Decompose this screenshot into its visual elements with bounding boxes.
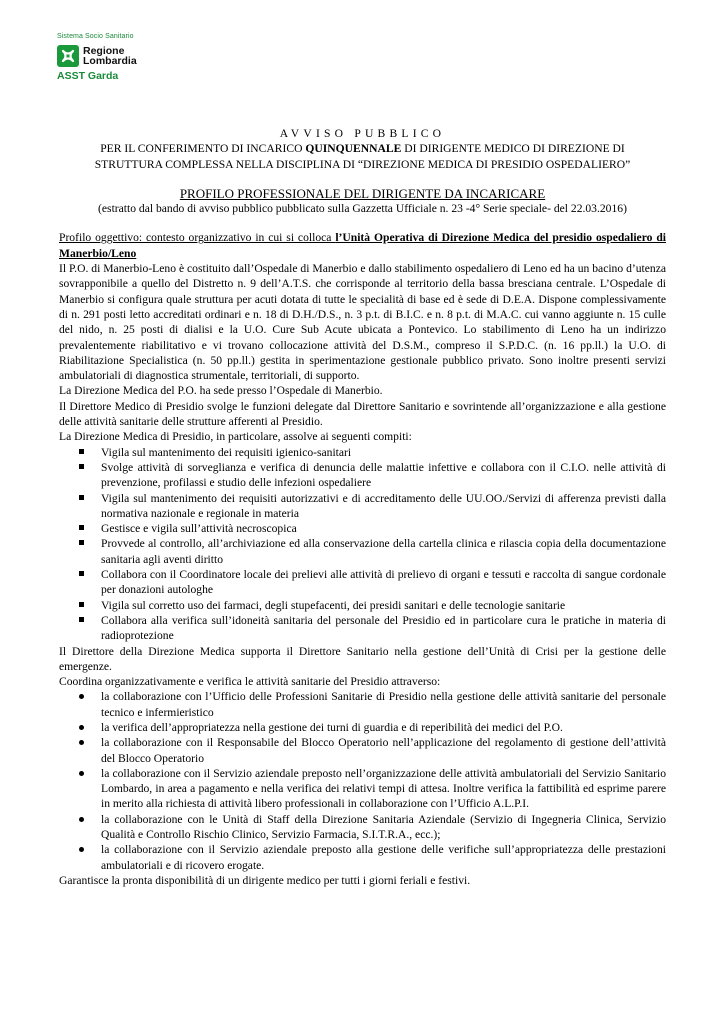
square-bullet-icon <box>79 449 84 454</box>
list-item: la collaborazione con il Responsabile del Blocco Operatorio nell’applicazione del regolamento di gestione dell’attività del Blocco Operatorio <box>59 735 666 766</box>
list-item: Gestisce e vigila sull’attività necroscopica <box>59 521 666 536</box>
paragraph-4: La Direzione Medica di Presidio, in particolare, assolve ai seguenti compiti: <box>59 430 412 444</box>
round-bullet-icon <box>79 740 84 745</box>
list-item: la collaborazione con il Servizio aziendale preposto alla gestione delle verifiche sull’appropriatezza delle prestazioni ambulatoriali e di ricovero erogate. <box>59 842 666 873</box>
list-item: la collaborazione con l’Ufficio delle Professioni Sanitarie di Presidio nella gestione delle attività sanitarie del personale tecnico e infermieristico <box>59 689 666 720</box>
square-bullet-icon <box>79 495 84 500</box>
round-bullet-icon <box>79 771 84 776</box>
logo-name-line1: Regione <box>83 45 125 57</box>
square-bullet-icon <box>79 540 84 545</box>
round-bullet-icon <box>79 694 84 699</box>
paragraph-1: Il P.O. di Manerbio-Leno è costituito dall’Ospedale di Manerbio e dallo stabilimento ospedaliero di Leno ed ha un bacino d’utenza sovrapponibile a quello del Distretto n. 9 dell’A.T.S. che corrisponde al territorio della bassa bresciana centrale. L’Ospedale di Manerbio si configura quale struttura per acuti dotata di tutte le specialità di base ed è sede di D.E.A. Dispone complessivamente di n. 291 posti letto accreditati ordinari e n. 18 di D.H./D.S., n. 3 p.t. di B.I.C. e n. 8 p.t. di M.A.C. cui vanno aggiunte n. 15 culle del nido, n. 25 posti di dialisi e la U.O. Cure Sub Acute ubicata a Pontevico. Lo stabilimento di Leno ha un indirizzo prevalentemente riabilitativo e vi trovano collocazione attività del D.S.M., compreso il S.P.D.C. (n. 16 pp.ll.) la U.O. di Riabilitazione Specialistica (n. 50 pp.ll.) gestita in sperimentazione gestionale pubblico privato. Sono inoltre presenti servizi ambulatoriali di diagnostica strumentale, territoriali, di supporto. <box>59 262 666 383</box>
logo-asst: ASST Garda <box>57 70 119 82</box>
list-item: Svolge attività di sorveglianza e verifica di denuncia delle malattie infettive e collabora con il C.I.O. nelle attività di prevenzione, profilassi e studio delle infezioni ospedaliere <box>59 460 666 491</box>
compiti-list <box>59 445 666 644</box>
paragraph-6: Coordina organizzativamente e verifica le attività sanitarie del Presidio attraverso: <box>59 675 441 689</box>
paragraph-7: Garantisce la pronta disponibilità di un dirigente medico per tutti i giorni feriali e festivi. <box>59 873 471 887</box>
round-bullet-icon <box>79 847 84 852</box>
square-bullet-icon <box>79 617 84 622</box>
profilo-subtitle: (estratto dal bando di avviso pubblico pubblicato sulla Gazzetta Ufficiale n. 23 -4° Serie speciale- del 22.03.2016) <box>98 202 627 216</box>
paragraph-3: Il Direttore Medico di Presidio svolge le funzioni delegate dal Direttore Sanitario e sovrintende all’organizzazione e alla gestione delle attività sanitarie delle strutture afferenti al Presidio. <box>59 399 666 429</box>
list-item: Provvede al controllo, all’archiviazione ed alla conservazione della cartella clinica e rilascia copia della documentazione sanitaria agli aventi diritto <box>59 536 666 567</box>
logo-name-line2: Lombardia <box>83 55 137 67</box>
regione-lombardia-icon <box>57 45 79 67</box>
oggettivo-pre: Profilo oggettivo: contesto organizzativo in cui si colloca <box>59 231 336 245</box>
square-bullet-icon <box>79 571 84 576</box>
attraverso-list <box>59 689 666 873</box>
list-item: la collaborazione con le Unità di Staff della Direzione Sanitaria Aziendale (Servizio di Ingegneria Clinica, Servizio Qualità e Controllo Rischio Clinico, Servizio Farmacia, S.I.T.R.A., ecc.); <box>59 812 666 843</box>
paragraph-2: La Direzione Medica del P.O. ha sede presso l’Ospedale di Manerbio. <box>59 384 383 398</box>
oggettivo-bold: l’Unità Operativa di Direzione Medica del presidio ospedaliero di Manerbio/Leno <box>59 231 666 260</box>
list-item: Vigila sul mantenimento dei requisiti igienico-sanitari <box>59 445 666 460</box>
document-body <box>59 126 666 888</box>
header-line2-pre: PER IL CONFERIMENTO DI INCARICO <box>100 142 306 156</box>
header-line2-bold: QUINQUENNALE <box>305 142 402 156</box>
square-bullet-icon <box>79 602 84 607</box>
list-item: Collabora con il Coordinatore locale dei prelievi alle attività di prelievo di organi e tessuti e raccolta di sangue cordonale per donazioni autologhe <box>59 567 666 598</box>
profilo-oggettivo <box>59 230 666 261</box>
list-item: Collabora alla verifica sull’idoneità sanitaria del personale del Presidio ed in particolare cura le pratiche in materia di radioprotezione <box>59 613 666 644</box>
profilo-title: PROFILO PROFESSIONALE DEL DIRIGENTE DA INCARICARE <box>179 185 546 201</box>
header-line2 <box>59 141 666 156</box>
header-line3: STRUTTURA COMPLESSA NELLA DISCIPLINA DI “DIREZIONE MEDICA DI PRESIDIO OSPEDALIERO” <box>94 157 631 171</box>
logo <box>57 33 167 82</box>
paragraph-5: Il Direttore della Direzione Medica supporta il Direttore Sanitario nella gestione dell’Unità di Crisi per la gestione delle emergenze. <box>59 644 666 673</box>
round-bullet-icon <box>79 817 84 822</box>
header-line2-post: DI DIRIGENTE MEDICO DI DIREZIONE DI <box>401 142 625 156</box>
list-item: Vigila sul corretto uso dei farmaci, degli stupefacenti, dei presidi sanitari e delle tecnologie sanitarie <box>59 598 666 613</box>
square-bullet-icon <box>79 525 84 530</box>
round-bullet-icon <box>79 725 84 730</box>
list-item: la collaborazione con il Servizio aziendale preposto nell’organizzazione delle attività ambulatoriali del Servizio Sanitario Lombardo, in area a pagamento e nella verifica dei relativi tempi di attesa. Inoltre verifica la fattibilità ed esprime parere in merito alla richiesta di attività libero professionali in collaborazione con l’Ufficio A.L.P.I. <box>59 766 666 812</box>
square-bullet-icon <box>79 464 84 469</box>
logo-top-text: Sistema Socio Sanitario <box>57 33 134 40</box>
avviso-heading: AVVISO PUBBLICO <box>279 127 446 140</box>
list-item: la verifica dell’appropriatezza nella gestione dei turni di guardia e di reperibilità dei medici del P.O. <box>59 720 666 735</box>
list-item: Vigila sul mantenimento dei requisiti autorizzativi e di accreditamento delle UU.OO./Servizi di afferenza previsti dalla normativa nazionale e regionale in materia <box>59 491 666 522</box>
